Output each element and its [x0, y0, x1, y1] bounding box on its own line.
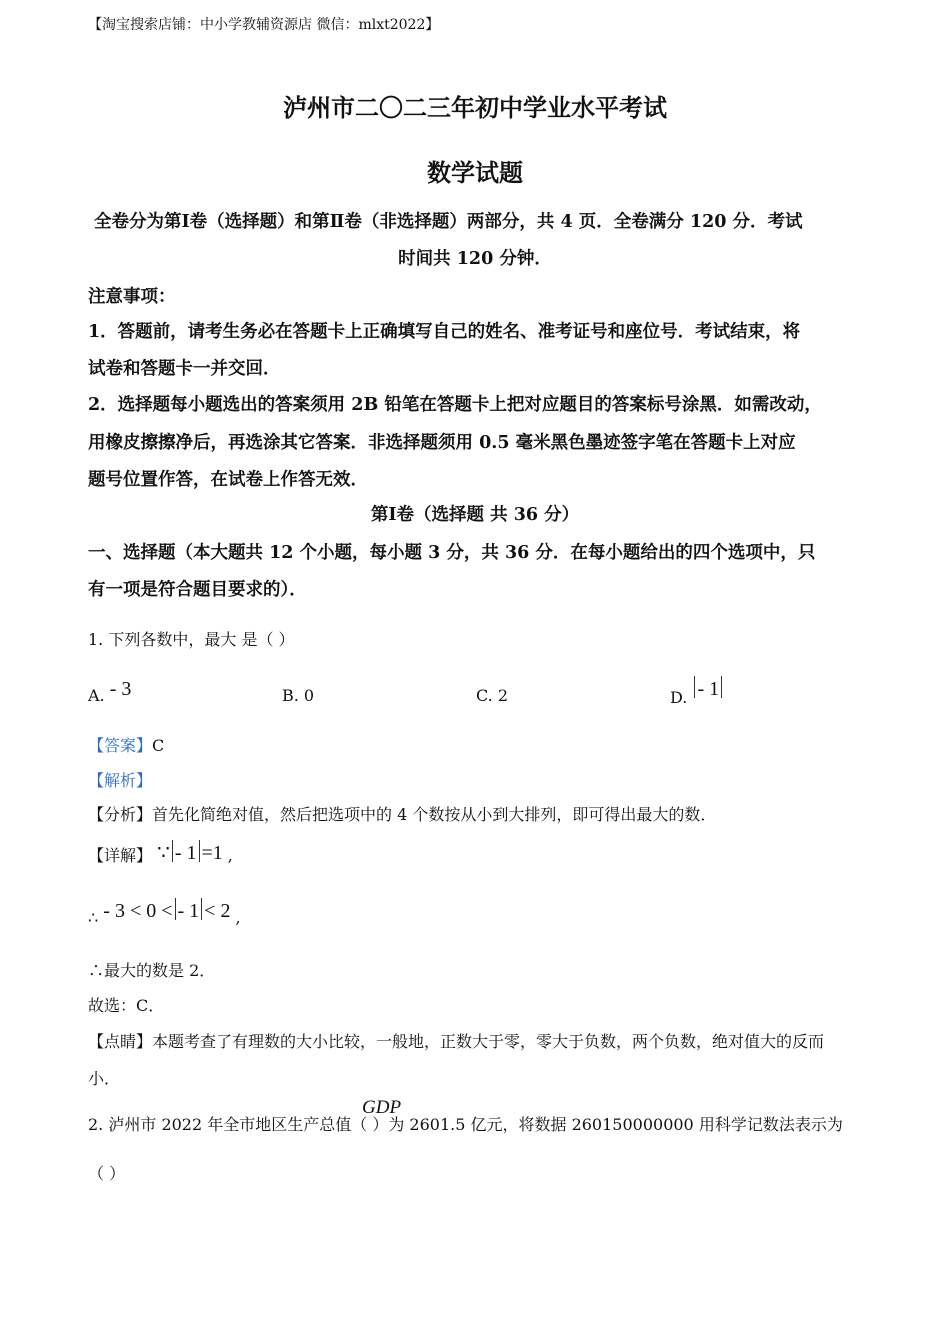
intro-line-2: 时间共 120 分钟． [398, 249, 552, 269]
q1-option-a [88, 678, 132, 707]
part-1-title: 第Ⅰ卷（选择题 共 36 分） [370, 505, 580, 525]
q1-option-d [670, 678, 724, 709]
note-2-line-2: 用橡皮擦擦净后，再选涂其它答案．非选择题须用 0.5 毫米黑色墨迹签字笔在答题卡上对应 [88, 433, 796, 453]
q2-stem-line-1: 2. 泸州市 2022 年全市地区生产总值（ ）为 2601.5 亿元，将数据 260150000000 用科学记数法表示为 [88, 1115, 843, 1134]
option-a-value: - 3 [109, 678, 132, 700]
detail-line: 【详解】 ∵ - 1 =1 , [88, 842, 233, 865]
note-1-line-2: 试卷和答题卡一并交回． [88, 359, 281, 379]
choose-text: 故选：C． [88, 996, 165, 1015]
note-2-line-3: 题号位置作答，在试卷上作答无效． [88, 470, 368, 490]
dianjing-line-1: 【点睛】本题考查了有理数的大小比较，一般地，正数大于零，零大于负数，两个负数，绝对值大的反而 [88, 1032, 825, 1051]
option-d-value: - 1 [697, 678, 720, 700]
answer-line [88, 733, 164, 756]
inequality-line: ∴ - 3 < 0 < - 1 < 2 , [88, 900, 241, 927]
answer-tag: 【答案】 [88, 736, 153, 755]
note-1-line-1: 1．答题前，请考生务必在答题卡上正确填写自己的姓名、准考证号和座位号．考试结束，将 [88, 322, 801, 342]
q1-stem: 1. 下列各数中，最大 是（ ） [88, 630, 295, 649]
conclusion-text: ∴最大的数是 2． [88, 961, 216, 980]
section-1-line-2: 有一项是符合题目要求的）． [88, 580, 307, 600]
detail-tag: 【详解】 [88, 846, 153, 865]
section-1-line-1: 一、选择题（本大题共 12 个小题，每小题 3 分，共 36 分．在每小题给出的四个选项中，只 [88, 543, 816, 563]
intro-line-1: 全卷分为第Ⅰ卷（选择题）和第Ⅱ卷（非选择题）两部分，共 4 页．全卷满分 120 分．考试 [94, 212, 803, 232]
analysis-tag: 【解析】 [88, 771, 153, 790]
q2-stem-line-2: （ ） [88, 1164, 126, 1183]
detail-abs-value: - 1 [174, 842, 197, 864]
inequality-abs-value: - 1 [177, 900, 200, 922]
option-d-math [692, 680, 724, 699]
dianjing-line-2: 小． [88, 1069, 121, 1088]
q2-gdp-label: GDP [362, 1097, 402, 1118]
exam-title: 泸州市二〇二三年初中学业水平考试 [283, 93, 667, 122]
option-d-label: D. [670, 688, 688, 707]
exam-subtitle: 数学试题 [427, 158, 523, 187]
answer-value: C [152, 736, 165, 755]
option-a-label: A. [88, 686, 105, 705]
inequality-math: - 3 < 0 < - 1 < 2 [103, 900, 231, 922]
q1-option-b: B. 0 [282, 686, 315, 705]
notes-heading: 注意事项： [88, 287, 176, 307]
fenxi-text: 【分析】首先化简绝对值，然后把选项中的 4 个数按从小到大排列，即可得出最大的数． [88, 805, 717, 824]
note-2-line-1: 2．选择题每小题选出的答案须用 2B 铅笔在答题卡上把对应题目的答案标号涂黑．如需改动， [88, 395, 822, 415]
detail-math: ∵ - 1 =1 [157, 842, 223, 864]
page-header: 【淘宝搜索店铺：中小学教辅资源店 微信：mlxt2022】 [88, 17, 440, 33]
q1-option-c: C. 2 [476, 686, 509, 705]
